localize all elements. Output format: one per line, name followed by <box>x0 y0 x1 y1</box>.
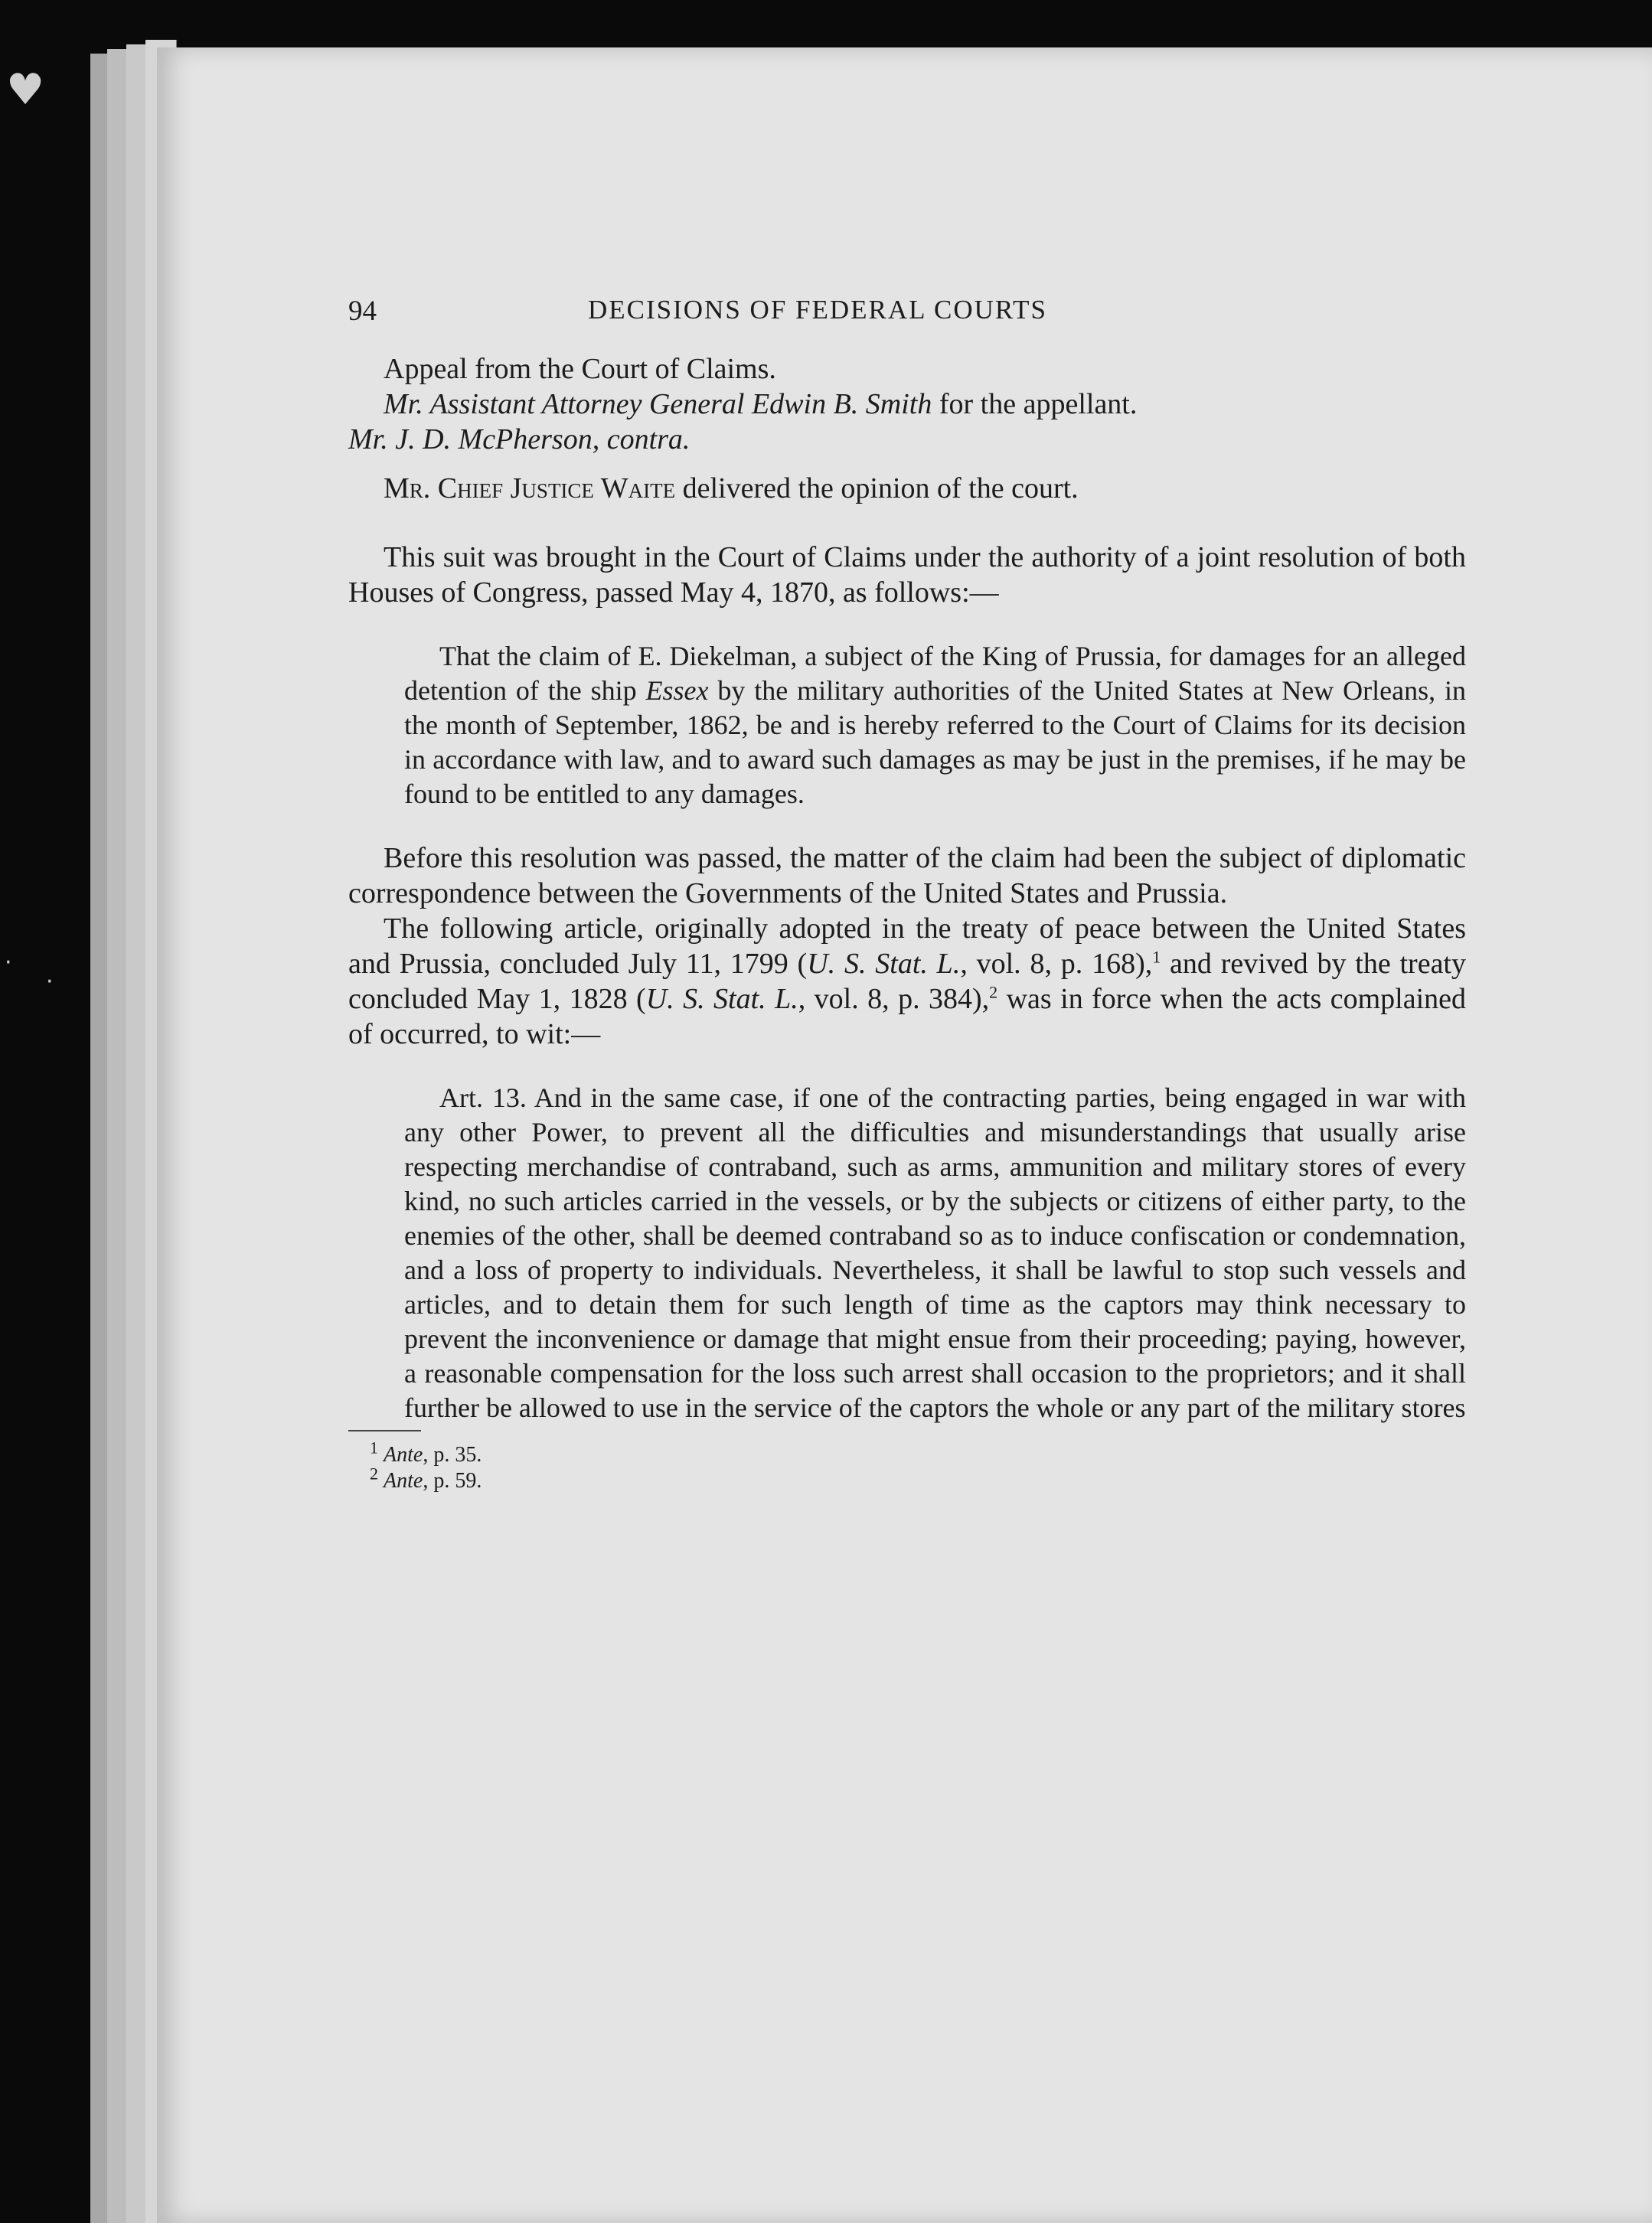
resolution-text <box>404 639 1466 811</box>
para3-e: was in force when the acts complained of occurred, to wit:— <box>348 983 1466 1050</box>
resolution-text-b: by the military authorities of the United States at New Orleans, in the month of September, 1862, be and is hereby referred to the Court of Claims for its decision in accordance with law, and to award such damages as may be just in the premises, if he may be found to be entitled to any damages. <box>404 675 1466 809</box>
page-number: 94 <box>348 295 377 327</box>
resolution-text-a: That the claim of E. Diekelman, a subject of the King of Prussia, for damages for an alleged detention of the ship <box>404 641 1466 706</box>
para3-citation-1: U. S. Stat. L. <box>807 948 961 980</box>
para3-c: and revived by the treaty concluded May 1, 1828 ( <box>348 948 1466 1015</box>
paragraph-3 <box>348 911 1466 1052</box>
para3-citation-2: U. S. Stat. L. <box>645 983 798 1015</box>
para3-b: , vol. 8, p. 168), <box>960 948 1153 980</box>
counsel-appellant-name: Mr. Assistant Attorney General Edwin B. Smith <box>384 388 932 420</box>
footnote-1-mark: 1 <box>370 1438 378 1458</box>
counsel-contra <box>348 422 1466 457</box>
footnote-ref-1: 1 <box>1152 947 1161 967</box>
running-head <box>348 295 1466 341</box>
page-text <box>348 295 1466 1494</box>
para3-d: , vol. 8, p. 384), <box>798 983 990 1015</box>
footnote-2-mark: 2 <box>370 1464 378 1484</box>
paragraph-2: Before this resolution was passed, the matter of the claim had been the subject of diplomatic correspondence between the Governments of the United States and Prussia. <box>348 842 1466 909</box>
counsel-contra-name: Mr. J. D. McPherson, <box>348 423 600 455</box>
resolution-quote <box>404 639 1466 811</box>
appeal-line: Appeal from the Court of Claims. <box>384 353 776 385</box>
treaty-article-13: Art. 13. And in the same case, if one of the contracting parties, being engaged in war with any other Power, to prevent all the difficulties and misunderstandings that usually arise respecting merchandise of contraband, such as arms, ammunition and military stores of every kind, no such articles carried in the vessels, or by the subjects or citizens of either party, to the enemies of the other, shall be deemed contraband so as to induce confiscation or condemnation, and a loss of property to individuals. Nevertheless, it shall be lawful to stop such vessels and articles, and to detain them for such length of time as the captors may think necessary to prevent the inconvenience or damage that might ensue from their proceeding; paying, however, a reasonable compensation for the loss such arrest shall occasion to the proprietors; and it shall further be allowed to use in the service of the captors the whole or any part of the military stores <box>404 1082 1466 1423</box>
footnote-1-page: , p. 35. <box>423 1443 482 1467</box>
paragraph-1: This suit was brought in the Court of Claims under the authority of a joint resolution of both Houses of Congress, passed May 4, 1870, as follows:— <box>348 541 1466 609</box>
counsel-appellant <box>348 387 1466 422</box>
footnote-ref-2: 2 <box>989 982 998 1002</box>
margin-speck: · <box>46 968 54 995</box>
treaty-quote <box>404 1081 1466 1425</box>
footnote-rule <box>348 1430 421 1431</box>
counsel-contra-word: contra. <box>599 423 691 455</box>
footnote-1 <box>348 1438 1466 1468</box>
ship-name: Essex <box>645 675 709 706</box>
opinion-rest: delivered the opinion of the court. <box>675 472 1079 504</box>
counsel-appellant-rest: for the appellant. <box>932 388 1138 420</box>
footnote-2-ref: Ante <box>384 1469 423 1493</box>
opinion-line <box>348 471 1466 506</box>
opinion-justice: Mr. Chief Justice Waite <box>384 472 676 504</box>
footnote-2 <box>348 1464 1466 1494</box>
running-title: DECISIONS OF FEDERAL COURTS <box>588 295 1047 325</box>
margin-speck: ♥ <box>6 65 45 115</box>
margin-speck: · <box>5 949 12 976</box>
para3-a: The following article, originally adopted in the treaty of peace between the United States and Prussia, concluded July 11, 1799 ( <box>348 912 1466 980</box>
footnote-2-page: , p. 59. <box>423 1469 482 1493</box>
footnote-1-ref: Ante <box>384 1443 423 1467</box>
